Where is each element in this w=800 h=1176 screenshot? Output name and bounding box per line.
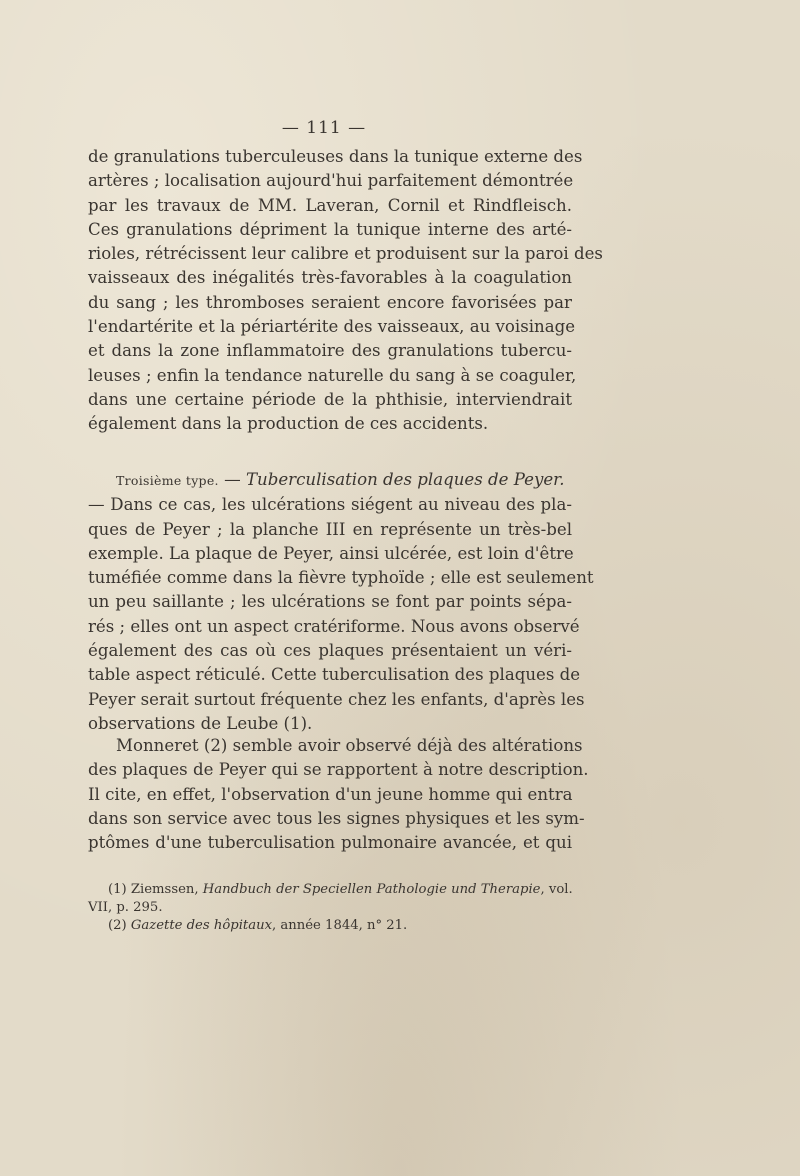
- text-line: Il cite, en effet, l'observation d'un jeune homme qui entra: [88, 784, 573, 804]
- text-line: table aspect réticulé. Cette tuberculisation des plaques de: [88, 665, 581, 685]
- page-number: — 111 —: [281, 118, 367, 138]
- paragraph-thrombosis: [88, 145, 603, 437]
- paragraph-third-type: [88, 468, 594, 736]
- footnote-1: [88, 881, 572, 899]
- text-line: Ces granulations dépriment la tunique interne des arté-: [88, 219, 572, 239]
- text-line: dans son service avec tous les signes physiques et les sym-: [88, 808, 585, 828]
- footnote-2-prefix: (2): [108, 918, 131, 933]
- text-line: par les travaux de MM. Laveran, Cornil et Rindfleisch.: [88, 195, 572, 215]
- text-line: Monneret (2) semble avoir observé déjà des altérations: [116, 736, 583, 755]
- text-line: — Dans ce cas, les ulcérations siégent au niveau des pla-: [88, 495, 572, 515]
- footnote-1-title: Handbuch der Speciellen Pathologie und Therapie: [202, 882, 541, 897]
- paragraph-monneret: [88, 734, 589, 855]
- text-line: un peu saillante ; les ulcérations se font par points sépa-: [88, 592, 572, 612]
- text-line: vaisseaux des inégalités très-favorables à la coagulation: [88, 268, 572, 288]
- heading-dash: —: [218, 470, 246, 489]
- text-line: ptômes d'une tuberculisation pulmonaire avancée, et qui: [88, 833, 572, 853]
- footnote-1-prefix: (1) Ziemssen,: [108, 882, 203, 897]
- text-line: exemple. La plaque de Peyer, ainsi ulcérée, est loin d'être: [88, 543, 574, 563]
- text-line: leuses ; enfin la tendance naturelle du sang à se coaguler,: [88, 365, 577, 385]
- text-line: observations de Leube (1).: [88, 713, 313, 733]
- text-line: tuméfiée comme dans la fièvre typhoïde ; elle est seulement: [88, 568, 594, 588]
- footnote-2-suffix: , année 1844, n° 21.: [272, 918, 408, 933]
- text-line: dans une certaine période de la phthisie, interviendrait: [88, 389, 572, 409]
- text-line: de granulations tuberculeuses dans la tunique externe des: [88, 147, 583, 166]
- text-line: et dans la zone inflammatoire des granulations tubercu-: [88, 341, 572, 361]
- footnote-2: [88, 917, 572, 935]
- text-line: également dans la production de ces accidents.: [88, 414, 489, 434]
- section-heading: [88, 468, 572, 493]
- text-line: l'endartérite et la périartérite des vaisseaux, au voisinage: [88, 317, 576, 337]
- text-line: du sang ; les thromboses seraient encore favorisées par: [88, 292, 572, 312]
- text-line: également des cas où ces plaques présentaient un véri-: [88, 641, 572, 661]
- footnotes: [88, 881, 572, 935]
- text-line: des plaques de Peyer qui se rapportent à notre description.: [88, 760, 589, 780]
- text-line: rioles, rétrécissent leur calibre et produisent sur la paroi des: [88, 244, 603, 264]
- footnote-1-continuation: VII, p. 295.: [88, 900, 163, 915]
- text-line: rés ; elles ont un aspect cratériforme. Nous avons observé: [88, 616, 580, 636]
- footnote-2-title: Gazette des hôpitaux: [130, 918, 273, 933]
- heading-title: Tuberculisation des plaques de Peyer.: [245, 470, 565, 489]
- text-line: artères ; localisation aujourd'hui parfaitement démontrée: [88, 171, 574, 191]
- text-line: ques de Peyer ; la planche III en représente un très-bel: [88, 519, 572, 539]
- text-line: Peyer serait surtout fréquente chez les enfants, d'après les: [88, 689, 585, 709]
- heading-type-label: Troisième type.: [116, 473, 219, 488]
- footnote-1-suffix: , vol.: [540, 882, 573, 897]
